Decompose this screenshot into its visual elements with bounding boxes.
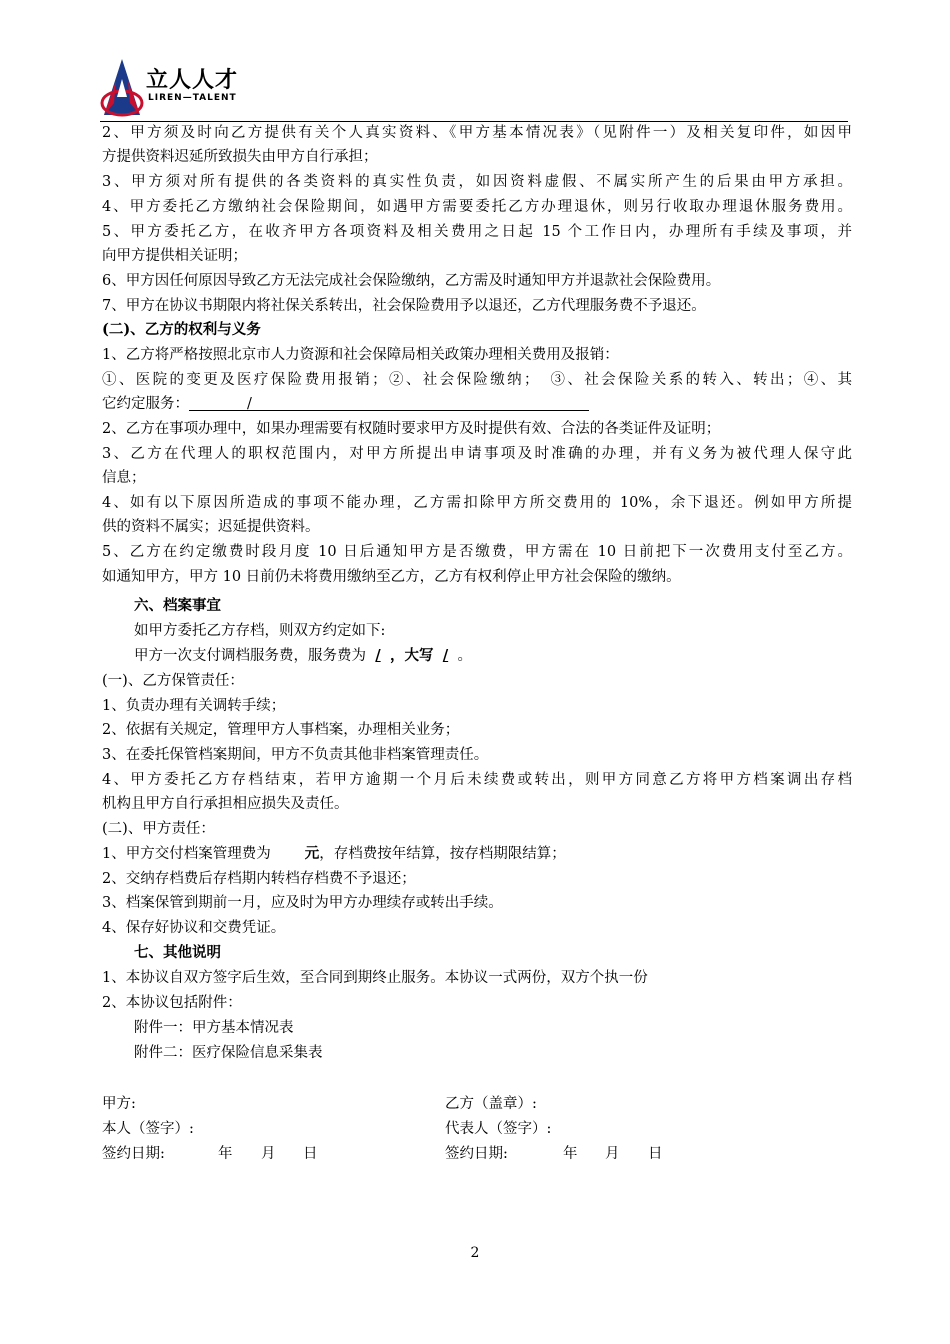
party-b-date-month: 月 [605,1146,620,1162]
party-b-date-year: 年 [563,1146,578,1162]
self-signature-label: 本人（签字）: [102,1121,194,1137]
other-services-value: / [247,396,252,412]
other-2: 2、本协议包括附件： [102,995,242,1011]
section-heading-b-custody: (一)、乙方保管责任： [102,673,244,689]
representative-signature-label: 代表人（签字）: [445,1121,552,1137]
clause-a6: 6、甲方因任何原因导致乙方无法完成社会保险缴纳，乙方需及时通知甲方并退款社会保险费用。 [102,273,721,289]
other-services-label: 它约定服务： [102,396,189,412]
clause-a5-line2: 向甲方提供相关证明； [102,248,247,264]
party-a-date-month: 月 [261,1146,276,1162]
party-a-label: 甲方: [102,1096,136,1112]
clause-a5-line1: 5、甲方委托乙方，在收齐甲方各项资料及相关费用之日起 15 个工作日内，办理所有手续及事项，并 [102,224,852,240]
clause-b5-line2: 如通知甲方，甲方 10 日前仍未将费用缴纳至乙方，乙方有权利停止甲方社会保险的缴纳。 [102,569,681,585]
archive-fee-daxie-value: / [442,647,449,664]
other-services-blank [189,394,589,411]
custody-2: 2、依据有关规定，管理甲方人事档案，办理相关业务； [102,722,460,738]
section-heading-archives: 六、档案事宜 [134,597,221,614]
clause-a3: 3、甲方须对所有提供的各类资料的真实性负责，如因资料虚假、不属实所产生的后果由甲方承担。 [102,174,852,190]
duty-4: 4、保存好协议和交费凭证。 [102,920,286,936]
attachment-2: 附件二：医疗保险信息采集表 [134,1045,323,1061]
section-heading-a-duties: (二)、甲方责任： [102,821,215,837]
custody-1: 1、负责办理有关调转手续； [102,698,286,714]
clause-a2-line1: 2、甲方须及时向乙方提供有关个人真实资料、《甲方基本情况表》（见附件一）及相关复印件，如因甲 [102,125,852,141]
duty-2: 2、交纳存档费后存档期内转档存档费不予退还； [102,871,416,887]
clause-b5-line1: 5、乙方在约定缴费时段月度 10 日后通知甲方是否缴费，甲方需在 10 日前把下一次费用支付至乙方。 [102,544,852,560]
archive-fee-period: 。 [457,648,472,664]
party-a-date-label: 签约日期: [102,1146,165,1162]
other-1: 1、本协议自双方签字后生效，至合同到期终止服务。本协议一式两份，双方个执一份 [102,970,648,986]
clause-b3-line2: 信息； [102,470,146,486]
logo-brand-en: LIREN—TALENT [148,93,237,103]
section-heading-b-rights: (二)、乙方的权利与义务 [102,321,261,338]
clause-a2-line2: 方提供资料迟延所致损失由甲方自行承担； [102,149,378,165]
duty-1-label: 1、甲方交付档案管理费为 [102,846,271,862]
archive-fee-value: / [375,647,381,664]
party-a-date-day: 日 [303,1146,318,1162]
archive-fee-label: 甲方一次支付调档服务费，服务费为 [134,648,366,664]
archive-intro: 如甲方委托乙方存档，则双方约定如下: [134,623,386,639]
page-number: 2 [470,1245,480,1261]
section-heading-other: 七、其他说明 [134,944,221,961]
logo-brand-cn: 立人人才 [146,68,239,93]
party-b-date-label: 签约日期: [445,1146,508,1162]
custody-4-line1: 4、甲方委托乙方存档结束，若甲方逾期一个月后未续费或转出，则甲方同意乙方将甲方档案调出存档 [102,772,852,788]
custody-3: 3、在委托保管档案期间，甲方不负责其他非档案管理责任。 [102,747,489,763]
clause-b1: 1、乙方将严格按照北京市人力资源和社会保障局相关政策办理相关费用及报销： [102,347,619,363]
clause-b1-items-line1: ①、医院的变更及医疗保险费用报销；②、社会保险缴纳； ③、社会保险关系的转入、转出；④、其 [102,372,852,388]
clause-b4-line2: 供的资料不属实；迟延提供资料。 [102,519,320,535]
company-logo [100,57,300,119]
party-a-date-year: 年 [218,1146,233,1162]
clause-b2: 2、乙方在事项办理中，如果办理需要有权随时要求甲方及时提供有效、合法的各类证件及证明； [102,421,721,437]
duty-1-rest: ，存档费按年结算，按存档期限结算； [319,846,566,862]
duty-1 [102,844,852,864]
archive-fee-line [134,646,884,666]
custody-4-line2: 机构且甲方自行承担相应损失及责任。 [102,796,349,812]
clause-b4-line1: 4、如有以下原因所造成的事项不能办理，乙方需扣除甲方所交费用的 10%，余下退还。例如甲方所提 [102,495,852,511]
clause-b3-line1: 3、乙方在代理人的职权范围内，对甲方所提出申请事项及时准确的办理，并有义务为被代理人保守此 [102,446,852,462]
party-b-date-day: 日 [648,1146,663,1162]
header-divider [100,121,848,122]
archive-fee-daxie-label: ，大写 [390,647,434,664]
clause-b1-items-line2 [102,394,852,414]
attachment-1: 附件一：甲方基本情况表 [134,1020,294,1036]
duty-3: 3、档案保管到期前一月，应及时为甲方办理续存或转出手续。 [102,895,503,911]
party-b-label: 乙方（盖章）: [445,1096,537,1112]
duty-1-unit: 元 [304,845,320,862]
clause-a4: 4、甲方委托乙方缴纳社会保险期间，如遇甲方需要委托乙方办理退休，则另行收取办理退休服务费用。 [102,199,852,215]
clause-a7: 7、甲方在协议书期限内将社保关系转出，社会保险费用予以退还，乙方代理服务费不予退还。 [102,298,706,314]
